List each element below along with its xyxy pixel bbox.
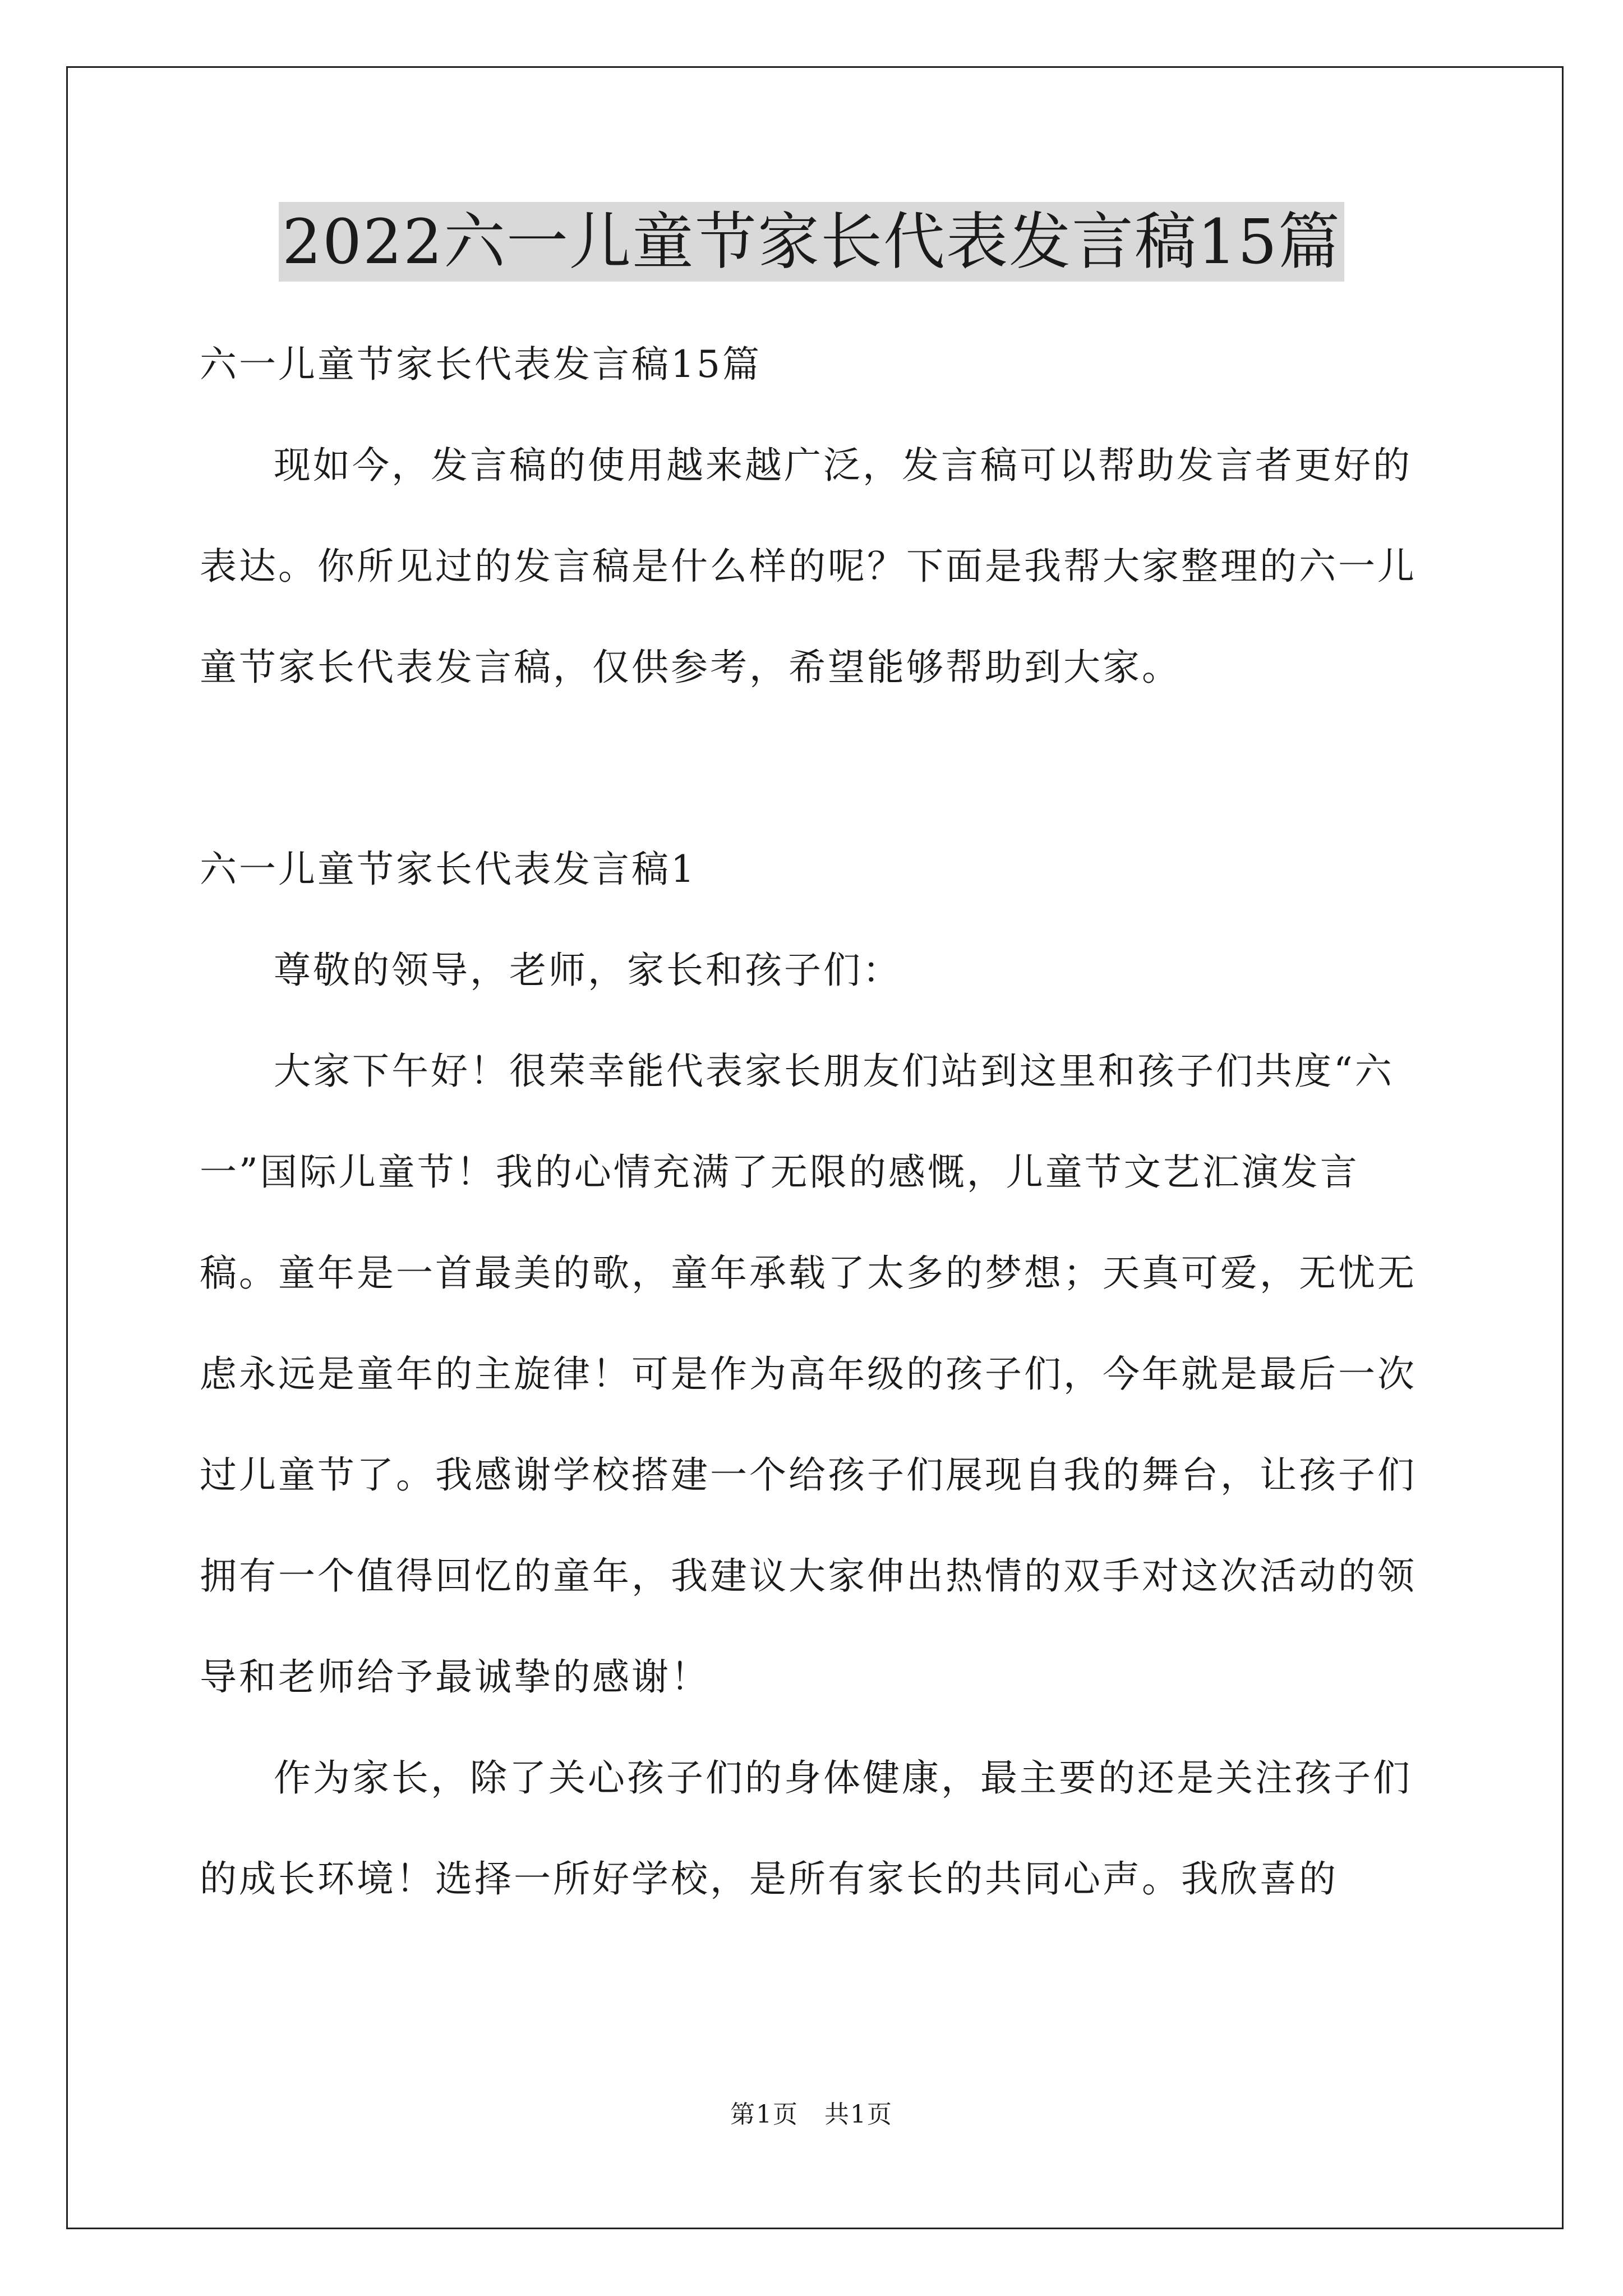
section-gap [200,718,1433,819]
body-paragraph-2: 作为家长，除了关心孩子们的身体健康，最主要的还是关注孩子们的成长环境！选择一所好学校，是所有家长的共同心声。我欣喜的 [200,1756,1412,1901]
document-subtitle: 六一儿童节家长代表发言稿15篇 [200,343,762,386]
document-title: 2022六一儿童节家长代表发言稿15篇 [279,202,1344,282]
page-footer: 第1页 共1页 [730,2100,893,2129]
document-body [200,314,1433,1930]
section-heading: 六一儿童节家长代表发言稿1 [200,848,697,891]
intro-paragraph: 现如今，发言稿的使用越来越广泛，发言稿可以帮助发言者更好的表达。你所见过的发言稿是什么样的呢？下面是我帮大家整理的六一儿童节家长代表发言稿，仅供参考，希望能够帮助到大家。 [200,444,1417,689]
salutation: 尊敬的领导，老师，家长和孩子们： [274,949,902,992]
title-wrap [0,202,1623,282]
body-paragraph-1: 大家下午好！很荣幸能代表家长朋友们站到这里和孩子们共度“六一”国际儿童节！我的心情充满了无限的感慨，儿童节文艺汇演发言稿。童年是一首最美的歌，童年承载了太多的梦想；天真可爱，无忧无虑永远是童年的主旋律！可是作为高年级的孩子们，今年就是最后一次过儿童节了。我感谢学校搭建一个给孩子们展现自我的舞台，让孩子们拥有一个值得回忆的童年，我建议大家伸出热情的双手对这次活动的领导和老师给予最诚挚的感谢！ [200,1050,1417,1699]
